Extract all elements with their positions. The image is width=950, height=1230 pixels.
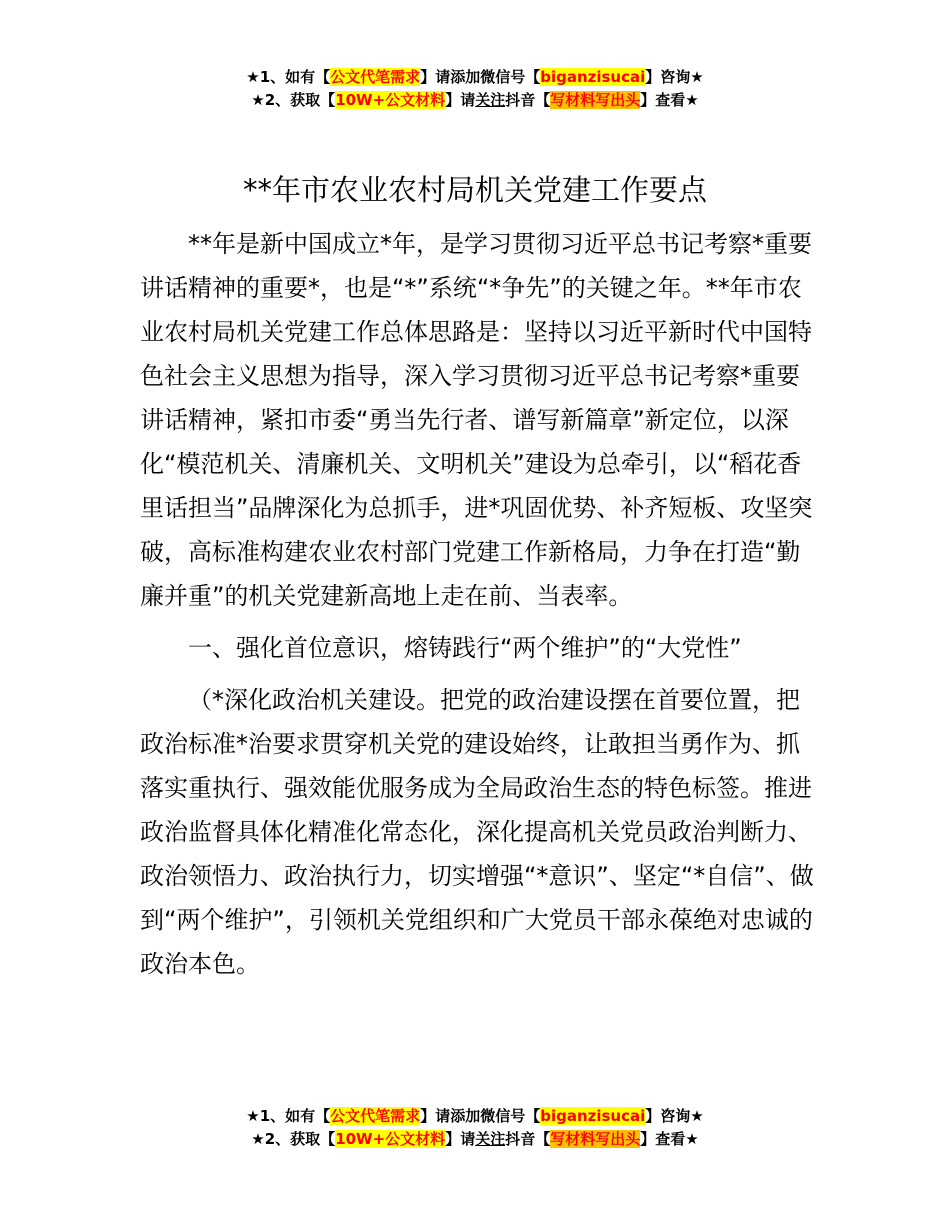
banner-highlight: biganzisucai	[540, 68, 646, 86]
banner-highlight: 公文代笔需求	[330, 68, 421, 86]
document-title: **年市农业农村局机关党建工作要点	[242, 173, 707, 207]
banner-text: 】请	[445, 1130, 476, 1148]
banner-text: ★2、获取【	[251, 1130, 336, 1148]
banner-highlight: 写材料写出头	[550, 1130, 641, 1148]
banner-highlight: 10W+公文材料	[335, 1130, 446, 1148]
banner-highlight: 写材料写出头	[550, 91, 641, 109]
banner-text: 】请添加微信号【	[420, 1107, 541, 1125]
banner-text: 】咨询★	[645, 1107, 704, 1125]
banner-highlight: 10W+公文材料	[335, 91, 446, 109]
section-heading: 一、强化首位意识，熔铸践行“两个维护”的“大党性”	[188, 634, 742, 662]
bottom-banner	[0, 1105, 950, 1151]
banner-text: 抖音【	[505, 1130, 551, 1148]
banner-text: 】请	[445, 91, 476, 109]
paragraph-intro: **年是新中国成立*年，是学习贯彻习近平总书记考察*重要讲话精神的重要*，也是“*”系统“*争先”的关键之年。**年市农业农村局机关党建工作总体思路是：坚持以习近平新时代中国特色社会主义思想为指导，深入学习贯彻习近平总书记考察*重要讲话精神，紧扣市委“勇当先行者、谱写新篇章”新定位，以深化“模范机关、清廉机关、文明机关”建设为总牵引，以“稻花香里话担当”品牌深化为总抓手，进*巩固优势、补齐短板、攻坚突破，高标准构建农业农村部门党建工作新格局，力争在打造“勤廉并重”的机关党建新高地上走在前、当表率。	[140, 230, 813, 610]
banner-text: ★1、如有【	[246, 1107, 331, 1125]
paragraph-section-1: （*深化政治机关建设。把党的政治建设摆在首要位置，把政治标准*治要求贯穿机关党的建设始终，让敢担当勇作为、抓落实重执行、强效能优服务成为全局政治生态的特色标签。推进政治监督具体化精准化常态化，深化提高机关党员政治判断力、政治领悟力、政治执行力，切实增强“*意识”、坚定“*自信”、做到“两个维护”，引领机关党组织和广大党员干部永葆绝对忠诚的政治本色。	[140, 686, 814, 978]
banner-line-2	[0, 89, 950, 112]
document-body	[140, 222, 820, 986]
banner-text: 】查看★	[640, 91, 699, 109]
banner-underlined: 关注	[475, 1130, 506, 1148]
banner-text: 】请添加微信号【	[420, 68, 541, 86]
banner-line-1	[0, 1105, 950, 1128]
banner-text: ★2、获取【	[251, 91, 336, 109]
banner-line-2	[0, 1128, 950, 1151]
banner-text: 抖音【	[505, 91, 551, 109]
banner-highlight: 公文代笔需求	[330, 1107, 421, 1125]
banner-highlight: biganzisucai	[540, 1107, 646, 1125]
banner-text: 】查看★	[640, 1130, 699, 1148]
banner-text: ★1、如有【	[246, 68, 331, 86]
banner-underlined: 关注	[475, 91, 506, 109]
banner-text: 】咨询★	[645, 68, 704, 86]
banner-line-1	[0, 66, 950, 89]
top-banner	[0, 66, 950, 112]
